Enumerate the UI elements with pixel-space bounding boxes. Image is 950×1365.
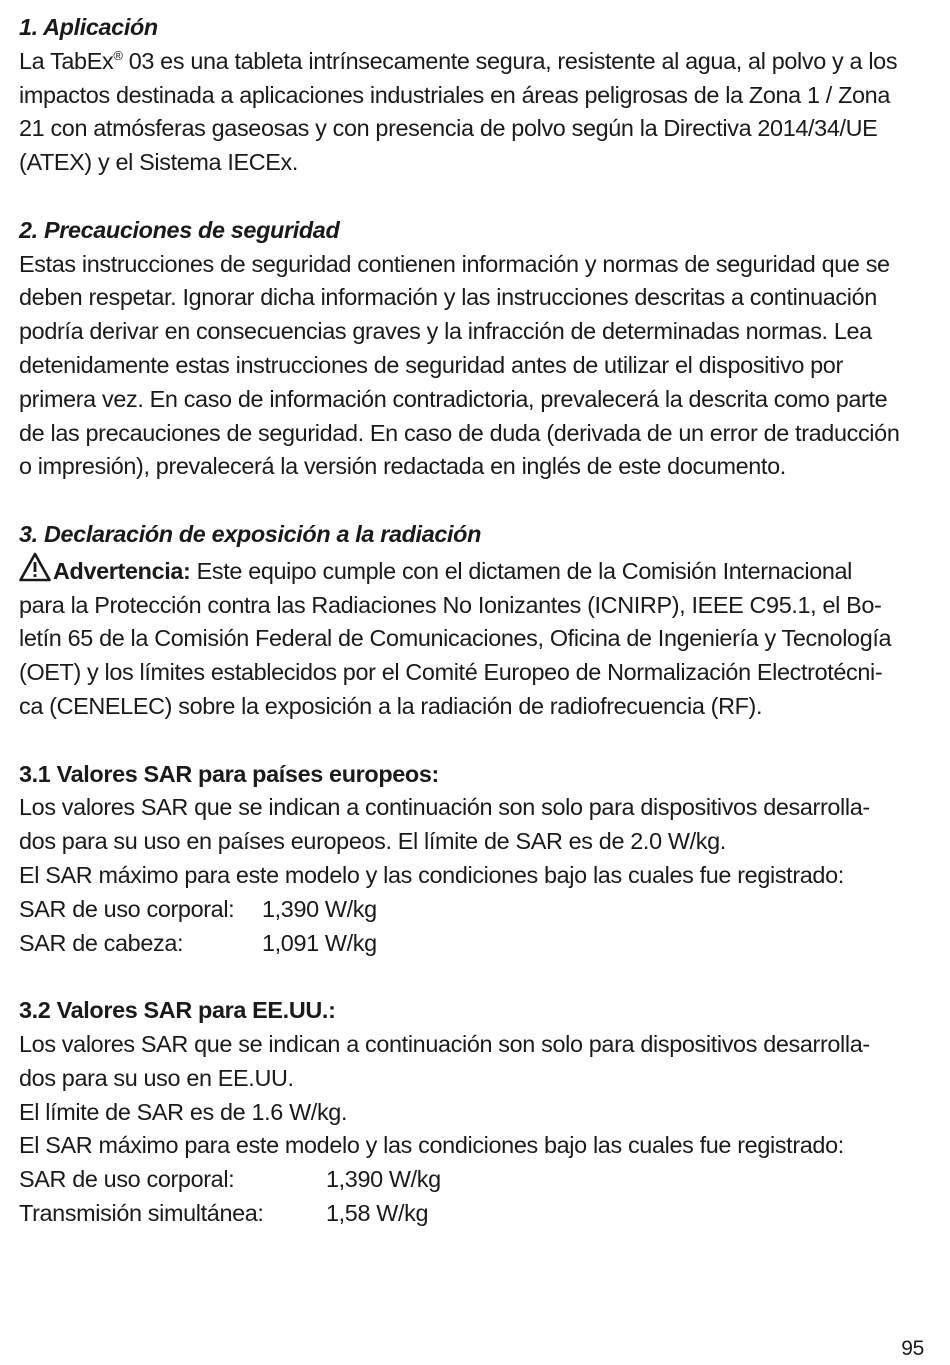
paragraph-line: 21 con atmósferas gaseosas y con presencia de polvo según la Directiva 2014/34/UE <box>19 115 878 142</box>
document-page <box>19 11 934 1231</box>
text-run: 03 es una tableta intrínsecamente segura, resistente al agua, al polvo y a los <box>122 47 898 74</box>
paragraph-line: El límite de SAR es de 1.6 W/kg. <box>19 1098 348 1125</box>
paragraph-line: (ATEX) y el Sistema IECEx. <box>19 149 299 176</box>
section-heading: 2. Precauciones de seguridad <box>19 216 340 243</box>
section-precauciones <box>19 214 934 484</box>
section-radiacion <box>19 518 934 724</box>
page-number: 95 <box>901 1337 924 1360</box>
sar-row <box>19 893 934 927</box>
section-aplicacion <box>19 11 934 180</box>
paragraph-line: deben respetar. Ignorar dicha información y las instrucciones descritas a continuación <box>19 284 877 311</box>
sar-label: SAR de cabeza: <box>19 929 184 956</box>
spacer <box>19 180 934 214</box>
sar-value: 1,390 W/kg <box>262 895 377 922</box>
sar-row <box>19 1163 934 1197</box>
sar-value: 1,58 W/kg <box>326 1199 429 1226</box>
warning-triangle-icon <box>19 552 51 582</box>
spacer <box>19 724 934 758</box>
paragraph-line: impactos destinada a aplicaciones industriales en áreas peligrosas de la Zona 1 / Zona <box>19 81 890 108</box>
paragraph-line: de las precauciones de seguridad. En caso de duda (derivada de un error de traducción <box>19 419 900 446</box>
section-sar-europa <box>19 758 934 961</box>
paragraph-line: ca (CENELEC) sobre la exposición a la radiación de radiofrecuencia (RF). <box>19 692 763 719</box>
paragraph-line <box>19 45 934 79</box>
warning-label: Advertencia: <box>53 557 191 584</box>
sar-row <box>19 1197 934 1231</box>
sar-value: 1,091 W/kg <box>262 929 377 956</box>
section-heading: 3.1 Valores SAR para países europeos: <box>19 760 439 787</box>
section-sar-eeuu <box>19 994 934 1231</box>
text-run: La TabEx <box>19 47 114 74</box>
sar-row <box>19 927 934 961</box>
section-heading: 3. Declaración de exposición a la radiación <box>19 520 482 547</box>
paragraph-line: Los valores SAR que se indican a continuación son solo para dispositivos desarrolla- <box>19 794 870 821</box>
paragraph-line: para la Protección contra las Radiaciones No Ionizantes (ICNIRP), IEEE C95.1, el Bo- <box>19 591 882 618</box>
paragraph-line: Los valores SAR que se indican a continuación son solo para dispositivos desarrolla- <box>19 1030 870 1057</box>
spacer <box>19 484 934 518</box>
paragraph-line: letín 65 de la Comisión Federal de Comunicaciones, Oficina de Ingeniería y Tecnología <box>19 625 892 652</box>
paragraph-line: dos para su uso en EE.UU. <box>19 1064 294 1091</box>
sar-label: SAR de uso corporal: <box>19 1166 235 1193</box>
sar-label: SAR de uso corporal: <box>19 895 235 922</box>
paragraph-line: Estas instrucciones de seguridad contienen información y normas de seguridad que se <box>19 250 890 277</box>
sar-value: 1,390 W/kg <box>326 1166 441 1193</box>
sar-label: Transmisión simultánea: <box>19 1199 264 1226</box>
section-heading: 1. Aplicación <box>19 14 158 40</box>
registered-mark: ® <box>113 47 123 63</box>
paragraph-line: (OET) y los límites establecidos por el Comité Europeo de Normalización Electrotécni- <box>19 659 883 686</box>
spacer <box>19 960 934 994</box>
warning-line <box>19 552 934 589</box>
section-heading: 3.2 Valores SAR para EE.UU.: <box>19 997 336 1024</box>
paragraph-line: podría derivar en consecuencias graves y la infracción de determinadas normas. Lea <box>19 318 872 345</box>
paragraph-line: primera vez. En caso de información contradictoria, prevalecerá la descrita como parte <box>19 385 888 412</box>
paragraph-line: El SAR máximo para este modelo y las condiciones bajo las cuales fue registrado: <box>19 1132 844 1159</box>
paragraph-line: dos para su uso en países europeos. El límite de SAR es de 2.0 W/kg. <box>19 828 726 855</box>
text-run: Este equipo cumple con el dictamen de la Comisión Internacional <box>190 557 853 584</box>
paragraph-line: detenidamente estas instrucciones de seguridad antes de utilizar el dispositivo por <box>19 351 843 378</box>
paragraph-line: El SAR máximo para este modelo y las condiciones bajo las cuales fue registrado: <box>19 861 844 888</box>
paragraph-line: o impresión), prevalecerá la versión redactada en inglés de este documento. <box>19 453 786 480</box>
